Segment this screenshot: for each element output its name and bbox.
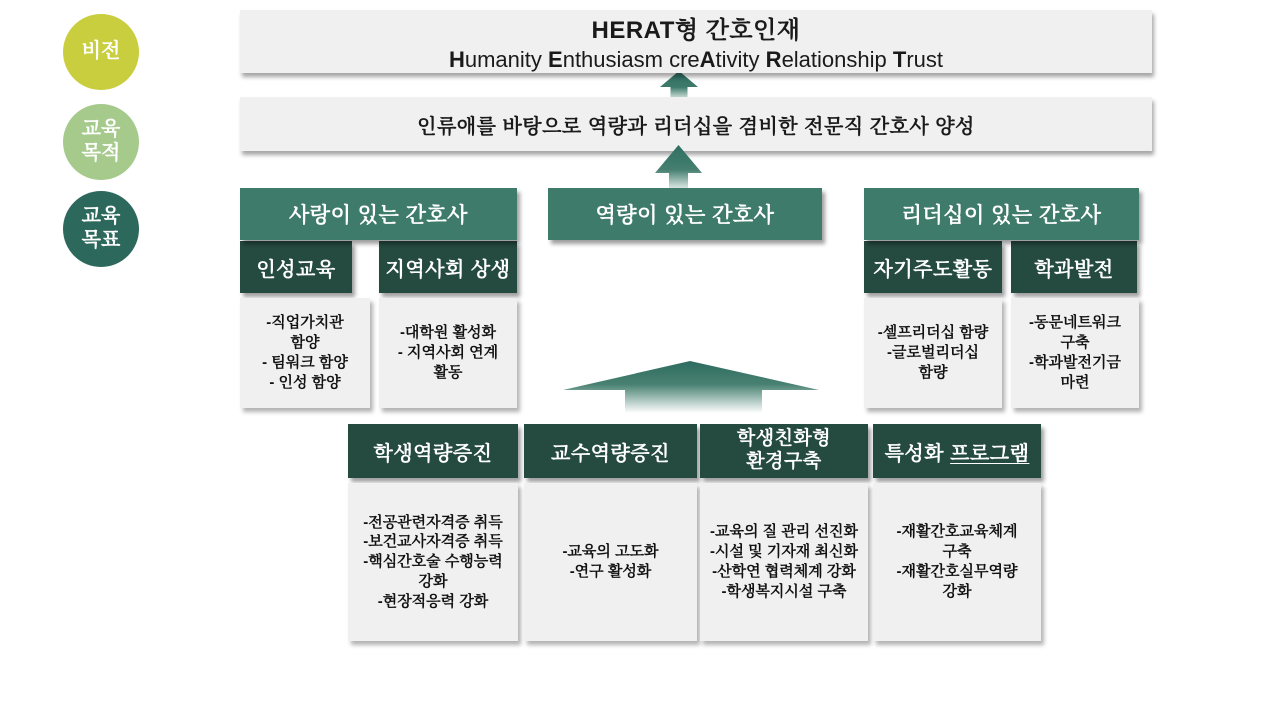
subtitle-segment: A bbox=[699, 47, 716, 72]
subtitle-segment: elationship bbox=[781, 47, 893, 72]
circle-label: 교육 bbox=[81, 118, 121, 141]
strategy-header-student-friendly-environment bbox=[700, 424, 868, 478]
panel-student-competency bbox=[348, 483, 518, 641]
list-line: 구축 bbox=[942, 543, 972, 561]
strategy-header-faculty-competency bbox=[524, 424, 697, 478]
goal-header-label: 리더십이 있는 간호사 bbox=[901, 204, 1102, 227]
list-line: -교육의 질 관리 선진화 bbox=[710, 523, 858, 541]
strategy-header-student-competency bbox=[348, 424, 518, 478]
list-line: - 팀워크 함양 bbox=[262, 354, 348, 371]
list-line: -산학연 협력체계 강화 bbox=[712, 563, 856, 580]
list-line: 함량 bbox=[918, 363, 948, 381]
rail-circle-vision bbox=[63, 14, 139, 90]
list-line: 함양 bbox=[290, 334, 320, 352]
rail-circle-education-purpose bbox=[63, 104, 139, 180]
list-line: -직업가치관 bbox=[266, 314, 344, 332]
up-arrow-large-icon bbox=[563, 361, 819, 413]
list-line: 강화 bbox=[942, 582, 972, 600]
panel-self-directed-activity bbox=[864, 298, 1002, 408]
strategy-header-part: 특성화 bbox=[884, 442, 951, 465]
list-line: -학과발전기금 bbox=[1029, 354, 1121, 371]
list-line: -학생복지시설 구축 bbox=[721, 582, 847, 600]
list-line: -재활간호실무역량 bbox=[896, 563, 1018, 580]
subgoal-label: 학과발전 bbox=[1034, 258, 1114, 281]
circle-label: 목적 bbox=[81, 142, 121, 164]
rail-circle-education-goal bbox=[63, 191, 139, 267]
panel-personality-education bbox=[240, 298, 370, 408]
list-line: -전공관련자격증 취득 bbox=[363, 513, 503, 531]
panel-specialized-program bbox=[873, 483, 1041, 641]
up-arrow-icon bbox=[655, 145, 702, 190]
circle-label: 교육 bbox=[81, 205, 121, 228]
subtitle-segment: T bbox=[892, 47, 907, 72]
panel-student-friendly-environment bbox=[700, 483, 868, 641]
list-line: -동문네트워크 bbox=[1029, 314, 1121, 332]
subgoal-self-directed-activity bbox=[864, 241, 1002, 293]
strategy-header-label bbox=[885, 437, 1030, 466]
goal-header-competency bbox=[548, 188, 822, 240]
list-line: - 인성 함양 bbox=[269, 373, 341, 391]
panel-community-coexistence bbox=[379, 298, 517, 408]
panel-department-development bbox=[1011, 298, 1139, 408]
strategy-header-label: 환경구축 bbox=[746, 451, 822, 472]
list-line: -현장적응력 강화 bbox=[377, 592, 489, 610]
list-line: -시설 및 기자재 최신화 bbox=[710, 543, 858, 561]
list-line: 활동 bbox=[433, 363, 463, 381]
strategy-header-label: 교수역량증진 bbox=[551, 442, 670, 465]
list-line: - 지역사회 연계 bbox=[397, 344, 499, 362]
purpose-banner bbox=[240, 97, 1152, 151]
subgoal-community-coexistence bbox=[379, 241, 517, 293]
subtitle-segment: nthusiasm cre bbox=[562, 47, 700, 72]
subtitle-segment: rust bbox=[906, 47, 944, 72]
strategy-header-specialized-program bbox=[873, 424, 1041, 478]
list-line: -보건교사자격증 취득 bbox=[363, 533, 503, 551]
goal-header-label: 사랑이 있는 간호사 bbox=[289, 204, 468, 227]
list-line: 마련 bbox=[1060, 373, 1090, 391]
goal-header-leadership bbox=[864, 188, 1139, 240]
vision-subtitle bbox=[449, 47, 943, 73]
subtitle-segment: E bbox=[548, 47, 563, 72]
list-line: -핵심간호술 수행능력 bbox=[363, 553, 503, 571]
subtitle-segment: umanity bbox=[464, 47, 549, 72]
subgoal-department-development bbox=[1011, 241, 1137, 293]
strategy-header-label: 학생친화형 bbox=[736, 428, 832, 450]
subtitle-segment: tivity bbox=[715, 47, 766, 72]
subtitle-segment: R bbox=[765, 47, 782, 72]
circle-label: 목표 bbox=[81, 229, 121, 251]
vision-title: HERAT형 간호인재 bbox=[591, 17, 801, 44]
subgoal-label: 인성교육 bbox=[256, 258, 336, 281]
purpose-text: 인류애를 바탕으로 역량과 리더십을 겸비한 전문직 간호사 양성 bbox=[417, 115, 975, 138]
list-line: 구축 bbox=[1060, 334, 1090, 352]
goal-header-label: 역량이 있는 간호사 bbox=[595, 204, 775, 227]
list-line: -대학원 활성화 bbox=[399, 324, 497, 342]
panel-faculty-competency bbox=[524, 483, 697, 641]
list-line: -글로벌리더십 bbox=[887, 344, 979, 362]
list-line: -셀프리더십 함량 bbox=[877, 324, 989, 342]
goal-header-love bbox=[240, 188, 517, 240]
strategy-header-label: 학생역량증진 bbox=[373, 442, 493, 465]
up-arrow-icon bbox=[660, 71, 698, 98]
circle-label: 비전 bbox=[81, 40, 121, 63]
subgoal-label: 자기주도활동 bbox=[873, 258, 993, 281]
list-line: -교육의 고도화 bbox=[562, 543, 659, 561]
strategy-header-part: 프로그램 bbox=[950, 442, 1030, 465]
subtitle-segment: H bbox=[448, 47, 465, 72]
list-line: -연구 활성화 bbox=[569, 563, 652, 580]
vision-banner bbox=[240, 10, 1152, 73]
list-line: -재활간호교육체계 bbox=[896, 523, 1018, 541]
subgoal-label: 지역사회 상생 bbox=[385, 258, 511, 281]
list-line: 강화 bbox=[418, 572, 448, 590]
subgoal-personality-education bbox=[240, 241, 352, 293]
